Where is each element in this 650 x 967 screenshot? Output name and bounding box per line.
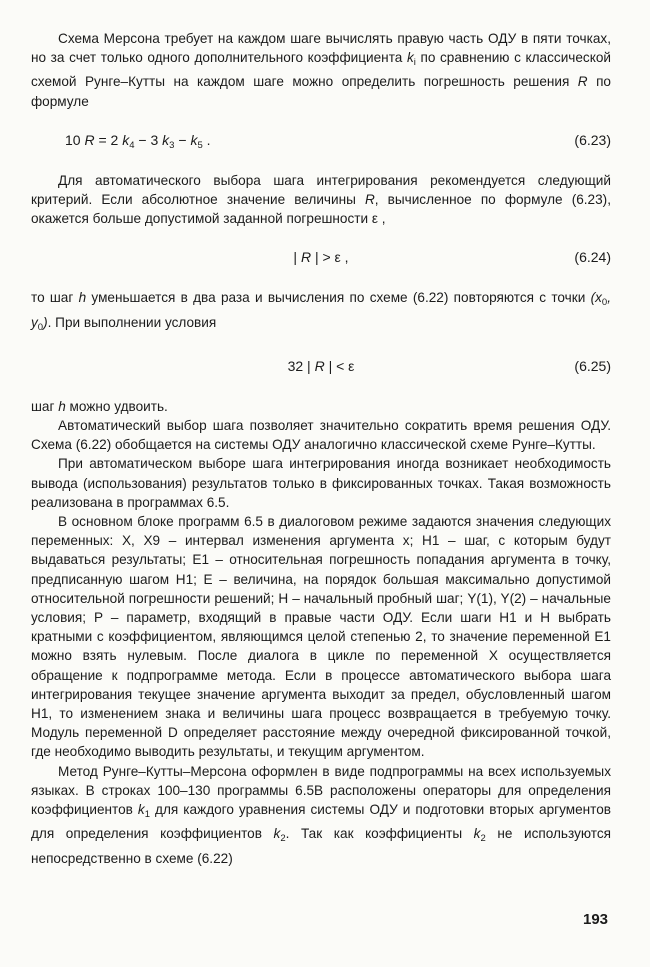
formula-6-25	[31, 337, 611, 397]
page-content	[31, 29, 611, 868]
page-number: 193	[583, 911, 609, 928]
formula-6-24	[31, 228, 611, 288]
equation-number-6-24: (6.24)	[574, 249, 611, 266]
paragraph-6: При автоматическом выборе шага интегрирования иногда возникает необходимость вывода (использования) результатов только в фиксированных точках. Такая возможность реализована в программах 6.5.	[31, 456, 611, 510]
paragraph-4: шаг h можно удвоить.	[31, 398, 168, 414]
formula-6-23-expression: 10 R = 2 $k_4 - 3$ $k_3 - k_5$ .	[65, 131, 211, 151]
formula-6-24-expression: | R | > ε ,	[293, 249, 349, 266]
paragraph-3: то шаг h уменьшается в два раза и вычисления по схеме (6.22) повторяются с точки ($x_0$, $y_0$). При выполнении условия	[31, 290, 611, 333]
equation-number-6-23: (6.23)	[574, 131, 611, 148]
paragraph-8: Метод Рунге–Кутты–Мерсона оформлен в виде подпрограммы на всех используемых языках. В строках 100–130 программы 6.5В расположены операторы для определения коэффициентов $k_1$ для каждого уравнения системы ОДУ и подготовки вторых аргументов для определения коэффициентов $k_2$. Так как коэффициенты $k_2$ не используются непосредственно в схеме (6.22)	[31, 763, 612, 866]
paragraph-5: Автоматический выбор шага позволяет значительно сократить время решения ОДУ. Схема (6.22) обобщается на системы ОДУ аналогично классической схеме Рунге–Кутты.	[31, 418, 611, 453]
paragraph-2: Для автоматического выбора шага интегрирования рекомендуется следующий критерий. Если абсолютное значение величины R, вычисленное по формуле (6.23), окажется больше допустимой заданной погрешности ε ,	[31, 172, 611, 227]
paragraph-7: В основном блоке программ 6.5 в диалоговом режиме задаются значения следующих переменных: X, X9 – интервал изменения аргумента x; H1 – шаг, с которым будут выдаваться результаты; E1 – относительная погрешность попадания аргумента в точку, предписанную шагом H1; E – величина, на порядок большая максимально допустимой относительной погрешности решений; H – начальный пробный шаг; Y(1), Y(2) – начальные условия; P – параметр, входящий в правые части ОДУ. Если шаги H1 и H выбрать кратными с коэффициентом, являющимся целой степенью 2, то значение переменной E1 можно взять нулевым. После диалога в цикле по переменной X осуществляется обращение к подпрограмме метода. Если в процессе автоматического выбора шага интегрирования текущее значение аргумента выходит за предел, обусловленный шагом H1, то изменением знака и величины шага процесс возвращается в требуемую точку. Модуль переменной D определяет расстояние между очередной фиксированной точкой, где необходимо выводить результаты, и текущим аргументом.	[31, 514, 611, 760]
formula-6-23	[31, 111, 611, 171]
formula-6-25-expression: 32 | R | < ε	[287, 357, 355, 374]
equation-number-6-25: (6.25)	[574, 357, 611, 374]
paragraph-1: Схема Мерсона требует на каждом шаге вычислять правую часть ОДУ в пяти точках, но за счет только одного дополнительного коэффициента $k_i$ по сравнению с классической схемой Рунге–Кутты на каждом шаге можно определить погрешность решения R по формуле	[31, 31, 611, 109]
